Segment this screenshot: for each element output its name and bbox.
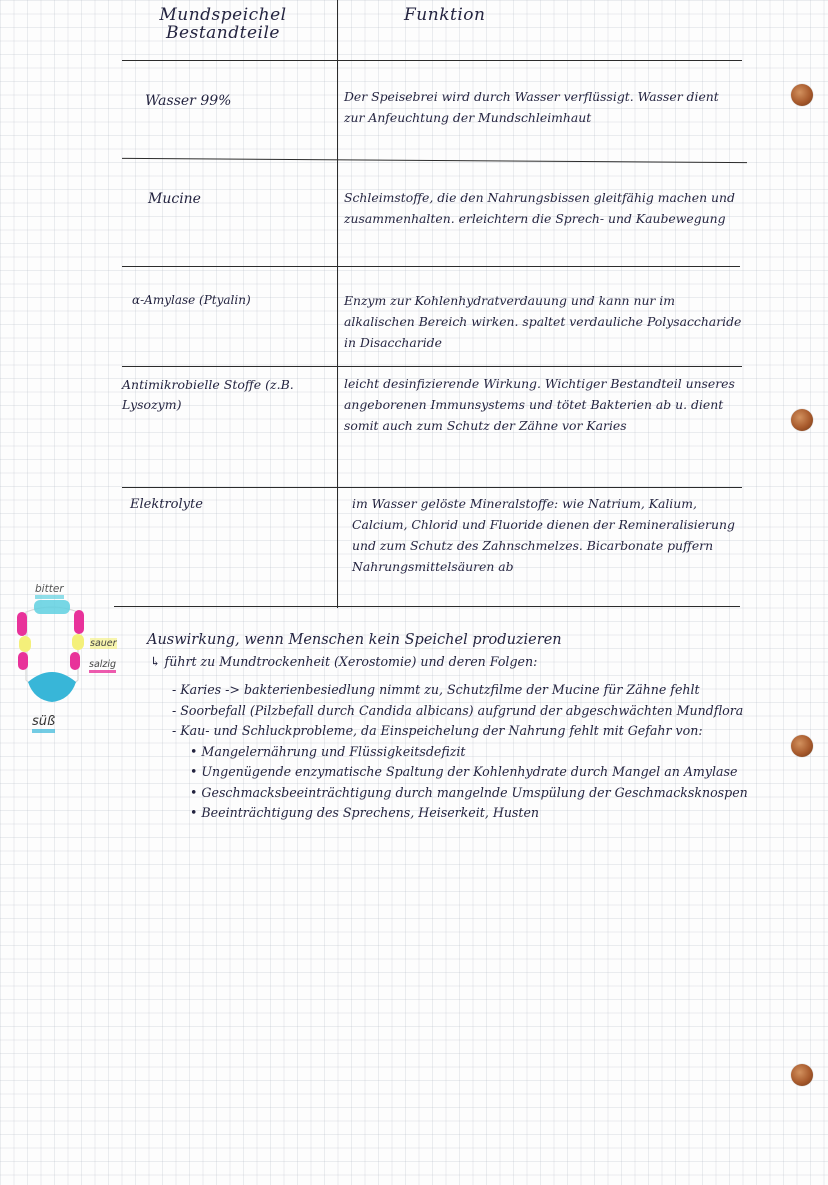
table-row-rule-5 bbox=[114, 606, 740, 607]
table-column-divider bbox=[337, 0, 338, 608]
notes-list bbox=[172, 680, 752, 824]
row-2-function: Schleimstoffe, die den Nahrungsbissen gleitfähig machen und zusammenhalten. erleichtern die Sprech- und Kaubewegung bbox=[344, 190, 735, 226]
punch-hole-2 bbox=[791, 409, 813, 431]
notes-sub-item: • Ungenügende enzymatische Spaltung der Kohlenhydrate durch Mangel an Amylase bbox=[190, 764, 738, 779]
row-5-component: Elektrolyte bbox=[130, 497, 203, 512]
notes-item: - Soorbefall (Pilzbefall durch Candida albicans) aufgrund der abgeschwächten Mundflora bbox=[172, 702, 744, 718]
row-5-function: im Wasser gelöste Mineralstoffe: wie Natrium, Kalium, Calcium, Chlorid und Fluoride dienen der Remineralisierung und zum Schutz des Zahnschmelzes. Bicarbonate puffern Nahrungsmittelsäuren ab bbox=[352, 496, 735, 574]
salzig-zone-right-top bbox=[74, 610, 84, 634]
sauer-zone-right bbox=[72, 634, 84, 650]
tongue-drawing bbox=[12, 598, 92, 710]
notes-item: - Karies -> bakterienbesiedlung nimmt zu, Schutzfilme der Mucine für Zähne fehlt bbox=[172, 682, 700, 697]
taste-label-suess: süß bbox=[32, 714, 55, 733]
table-header-rule bbox=[122, 60, 742, 61]
notes-title: Auswirkung, wenn Menschen kein Speichel produzieren bbox=[147, 632, 562, 648]
punch-hole-3 bbox=[791, 735, 813, 757]
taste-label-bitter: bitter bbox=[35, 583, 64, 599]
notes-sub-item: • Mangelernährung und Flüssigkeitsdefizit bbox=[190, 743, 466, 759]
table-header-components: Mundspeichel Bestandteile bbox=[159, 5, 287, 43]
row-3-function: Enzym zur Kohlenhydratverdauung und kann nur im alkalischen Bereich wirken. spaltet verdauliche Polysaccharide in Disaccharide bbox=[344, 293, 742, 350]
table-row-rule-2 bbox=[122, 266, 740, 267]
row-3-component: α-Amylase (Ptyalin) bbox=[132, 293, 251, 307]
row-1-component: Wasser 99% bbox=[145, 93, 232, 109]
table-row-rule-4 bbox=[122, 487, 742, 488]
table-row-rule-1 bbox=[122, 158, 747, 163]
table-header-function: Funktion bbox=[404, 5, 486, 25]
taste-label-sauer: sauer bbox=[90, 638, 117, 649]
table-row-rule-3 bbox=[122, 366, 742, 367]
row-1-function: Der Speisebrei wird durch Wasser verflüssigt. Wasser dient zur Anfeuchtung der Mundschleimhaut bbox=[344, 89, 719, 125]
suess-zone bbox=[28, 672, 76, 702]
notes-item: - Kau- und Schluckprobleme, da Einspeichelung der Nahrung fehlt mit Gefahr von: bbox=[172, 723, 703, 738]
taste-label-salzig: salzig bbox=[89, 659, 116, 673]
notes-sub-item: • Beeinträchtigung des Sprechens, Heiserkeit, Husten bbox=[190, 805, 540, 820]
punch-hole-4 bbox=[791, 1064, 813, 1086]
notes-consequence-line: ↳ führt zu Mundtrockenheit (Xerostomie) und deren Folgen: bbox=[150, 654, 538, 669]
row-2-component: Mucine bbox=[148, 191, 201, 207]
bitter-zone bbox=[34, 600, 70, 614]
salzig-zone-right-bottom bbox=[70, 652, 80, 670]
notes-sub-item: • Geschmacksbeeinträchtigung durch mangelnde Umspülung der Geschmacksknospen bbox=[190, 784, 748, 800]
sauer-zone-left bbox=[19, 636, 31, 652]
row-4-function: leicht desinfizierende Wirkung. Wichtiger Bestandteil unseres angeborenen Immunsystems und tötet Bakterien ab u. dient somit auch zum Schutz der Zähne vor Karies bbox=[344, 376, 735, 433]
salzig-zone-left-top bbox=[17, 612, 27, 636]
salzig-zone-left-bottom bbox=[18, 652, 28, 670]
row-4-component: Antimikrobielle Stoffe (z.B. Lysozym) bbox=[122, 377, 294, 412]
punch-hole-1 bbox=[791, 84, 813, 106]
